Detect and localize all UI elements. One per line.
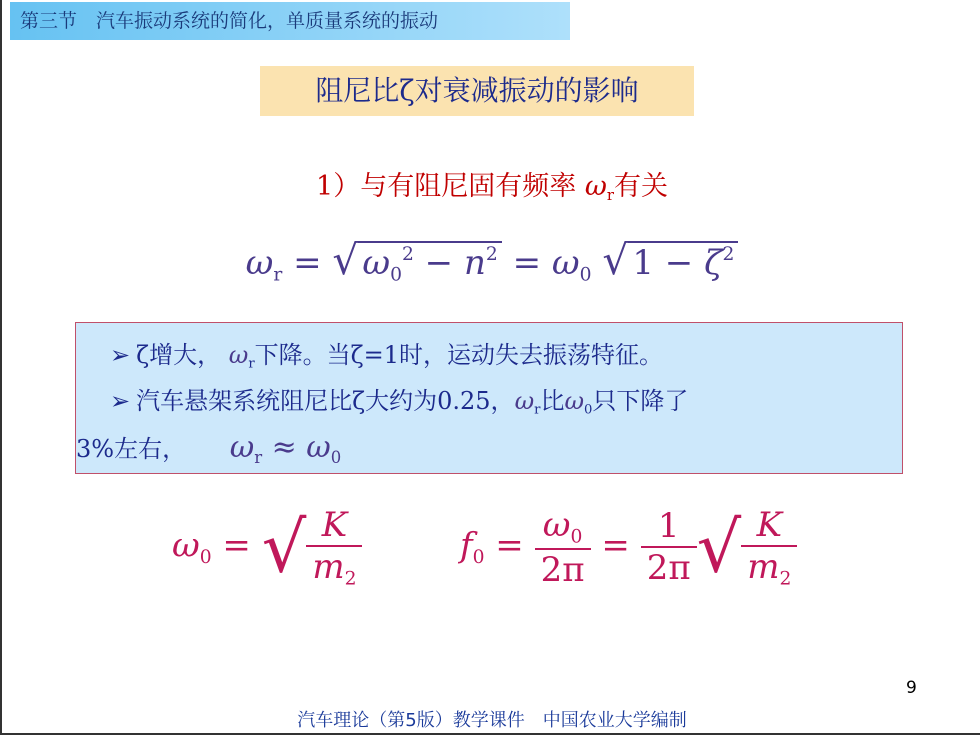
sqrt-sign-1: √ xyxy=(332,236,359,284)
f3-den-wrap xyxy=(741,547,797,590)
info-line-2 xyxy=(110,381,688,418)
line3-a: 3%左右， xyxy=(76,435,187,463)
approx-formula xyxy=(230,430,342,465)
sqrt-sign-3: √ xyxy=(261,506,307,589)
line1-omega-sub: r xyxy=(248,356,255,372)
subtitle-symbol: ω xyxy=(584,171,607,202)
f3-eq1: = xyxy=(484,525,535,566)
f2-lhs-sub: 0 xyxy=(199,546,212,568)
line2-omega-0-sub: 0 xyxy=(584,402,593,418)
f2-den-sub: 2 xyxy=(344,568,357,590)
slide-title: 阻尼比ζ对衰减振动的影响 xyxy=(260,66,694,116)
sqrt-sign-4: √ xyxy=(696,506,742,589)
f2-den-wrap xyxy=(306,547,362,590)
f1-eq2: = xyxy=(512,243,552,283)
f3-frac2-den: 2π xyxy=(646,548,691,589)
f1-mid-sub: 0 xyxy=(579,264,592,286)
info-line-1 xyxy=(110,335,663,372)
f3-frac1-num-wrap xyxy=(535,505,591,550)
f1-rad1-b-sup: 2 xyxy=(485,243,498,265)
f3-den: m xyxy=(747,547,780,587)
f1-mid: ω xyxy=(551,243,580,283)
line1-b: 下降。当ζ=1时，运动失去振荡特征。 xyxy=(254,341,664,369)
approx-rhs: ω xyxy=(306,430,331,465)
line2-omega-0: ω xyxy=(564,387,585,415)
info-box xyxy=(75,322,903,474)
section-header: 第三节 汽车振动系统的简化，单质量系统的振动 xyxy=(10,2,570,40)
f1-rad2-one: 1 − xyxy=(632,243,705,283)
f1-lhs: ω xyxy=(245,243,274,283)
f3-fraction-3 xyxy=(741,505,797,590)
f2-den: m xyxy=(312,547,345,587)
bullet-icon: ➢ xyxy=(110,387,131,415)
f1-rad2-sup: 2 xyxy=(722,243,735,265)
f3-eq2: = xyxy=(590,525,641,566)
f1-rad1-minus: − xyxy=(413,243,464,283)
f3-frac1-num-sub: 0 xyxy=(570,526,583,548)
f3-fraction-2 xyxy=(641,506,697,588)
info-line-3 xyxy=(76,429,341,467)
f3-frac1-num: ω xyxy=(542,505,571,545)
line1-a: ζ增大， xyxy=(136,341,222,369)
f3-fraction-1 xyxy=(535,505,591,590)
f3-frac2-num: 1 xyxy=(641,506,697,548)
bullet-icon: ➢ xyxy=(110,341,131,369)
line2-a: 汽车悬架系统阻尼比ζ大约为0.25， xyxy=(136,387,515,415)
damped-frequency-formula xyxy=(2,236,980,286)
approx-lhs: ω xyxy=(229,430,255,465)
sqrt-sign-2: √ xyxy=(602,236,629,284)
f1-rad1-a-sup: 2 xyxy=(401,243,414,265)
f3-frac1-den: 2π xyxy=(540,549,585,590)
subtitle-text-after: 有关 xyxy=(613,171,668,202)
radicand-1 xyxy=(358,241,501,286)
f2-num: K xyxy=(306,505,362,547)
f1-rad1-a: ω xyxy=(362,243,391,283)
f1-rad1-a-sub: 0 xyxy=(390,264,402,286)
f2-eq: = xyxy=(211,525,262,566)
subtitle-text-before: 1）与有阻尼固有频率 xyxy=(316,171,585,202)
f3-lhs: f xyxy=(460,525,473,566)
natural-frequency-hz-formula xyxy=(460,505,797,590)
f3-num: K xyxy=(741,505,797,547)
f1-lhs-sub: r xyxy=(273,264,283,286)
approx-op: ≈ xyxy=(262,430,307,465)
radicand-2 xyxy=(628,241,738,283)
f3-lhs-sub: 0 xyxy=(472,546,485,568)
f1-rad1-b: n xyxy=(463,243,486,283)
f2-fraction xyxy=(306,505,362,590)
f1-rad2-zeta: ζ xyxy=(704,243,723,283)
f1-eq1: = xyxy=(293,243,333,283)
subtitle-symbol-sub: r xyxy=(606,186,614,205)
line2-c: 只下降了 xyxy=(592,387,689,415)
f3-den-sub: 2 xyxy=(779,568,792,590)
subtitle xyxy=(2,164,980,204)
f2-lhs: ω xyxy=(172,525,200,566)
natural-frequency-formula xyxy=(172,505,362,590)
line2-b: 比 xyxy=(540,387,565,415)
footer: 汽车理论（第5版）教学课件 中国农业大学编制 xyxy=(297,710,687,731)
line2-omega-r: ω xyxy=(514,387,535,415)
approx-rhs-sub: 0 xyxy=(330,447,342,467)
line2-omega-r-sub: r xyxy=(534,402,541,418)
line1-omega: ω xyxy=(228,341,249,369)
page-number: 9 xyxy=(906,678,917,698)
approx-lhs-sub: r xyxy=(254,447,263,467)
